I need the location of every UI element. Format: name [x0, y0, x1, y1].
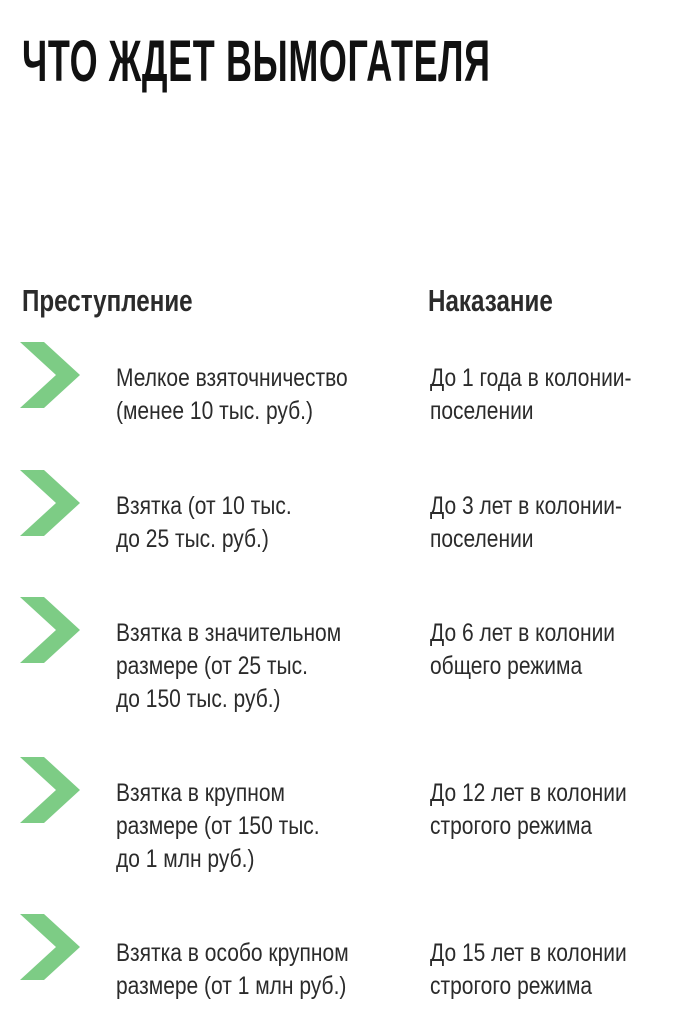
- chevron-right-icon: [20, 597, 80, 663]
- chevron-right-icon: [20, 470, 80, 536]
- chevron-right-icon: [20, 914, 80, 980]
- crime-cell: Взятка (от 10 тыс. до 25 тыс. руб.): [116, 492, 292, 553]
- punishment-column-header: Наказание: [428, 283, 553, 318]
- crime-cell: Взятка в значительном размере (от 25 тыс. до 150 тыс. руб.): [116, 619, 342, 713]
- punishment-cell: До 1 года в колонии- поселении: [430, 364, 632, 425]
- punishment-cell: До 12 лет в колонии строгого режима: [430, 779, 627, 840]
- chevron-right-icon: [20, 342, 80, 408]
- page-title: ЧТО ЖДЕТ ВЫМОГАТЕЛЯ: [22, 29, 491, 94]
- crime-column-header: Преступление: [22, 283, 193, 318]
- punishment-cell: До 3 лет в колонии- поселении: [430, 492, 623, 553]
- crime-cell: Мелкое взяточничество (менее 10 тыс. руб.): [116, 364, 348, 425]
- crime-cell: Взятка в крупном размере (от 150 тыс. до 1 млн руб.): [116, 779, 320, 873]
- punishment-cell: До 15 лет в колонии строгого режима: [430, 939, 627, 1000]
- chevron-right-icon: [20, 757, 80, 823]
- punishment-cell: До 6 лет в колонии общего режима: [430, 619, 616, 680]
- crime-cell: Взятка в особо крупном размере (от 1 млн руб.): [116, 939, 349, 1000]
